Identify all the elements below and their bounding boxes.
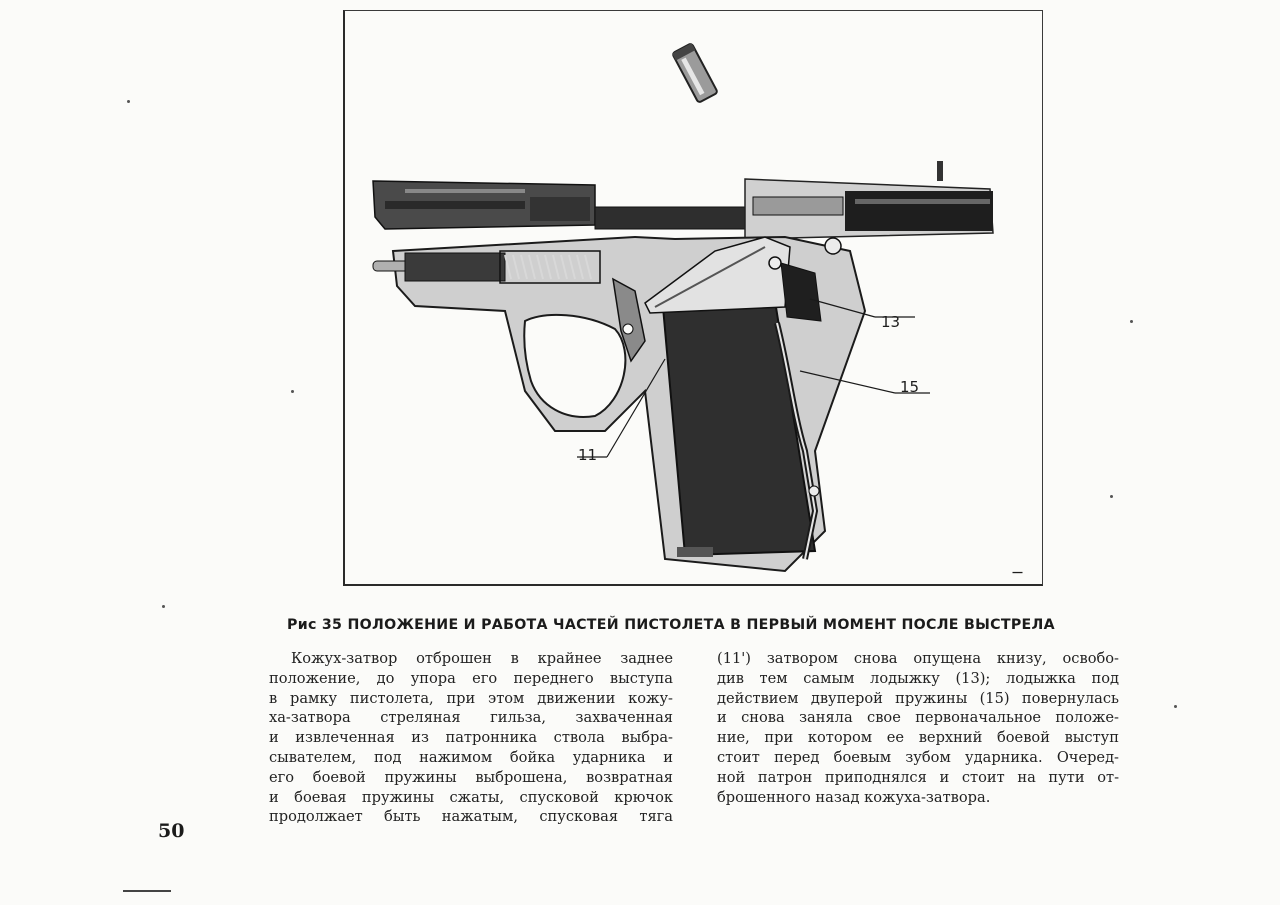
callout-roman-i: I — [1008, 570, 1024, 575]
body-line: продолжает быть нажатым, спусковая тяга — [269, 808, 673, 826]
callout-15: 15 — [900, 378, 920, 396]
body-line: в рамку пистолета, при этом движении кожу- — [269, 689, 673, 707]
slide-rear — [373, 181, 595, 229]
body-line: див тем самым лодыжку (13); лодыжка под — [717, 669, 1119, 687]
pistol-cutaway-drawing — [345, 11, 1043, 586]
figure-illustration — [343, 10, 1043, 586]
scan-speck — [1110, 495, 1113, 498]
callout-11: 11 — [578, 446, 598, 464]
callout-13: 13 — [881, 313, 901, 331]
body-column-left — [269, 649, 673, 827]
ejected-case — [672, 43, 718, 103]
body-line: положение, до упора его переднего выступа — [269, 669, 673, 687]
body-line: ние, при котором ее верхний боевой выступ — [717, 729, 1119, 747]
body-line: и снова заняла свое первоначальное положе- — [717, 709, 1119, 727]
body-line: (11') затвором снова опущена книзу, освобо- — [717, 650, 1119, 667]
scan-speck — [127, 100, 130, 103]
body-line: ха-затвора стреляная гильза, захваченная — [269, 709, 673, 727]
page-number: 50 — [158, 820, 185, 842]
body-line: Кожух-затвор отброшен в крайнее заднее — [291, 650, 673, 667]
margin-rule — [123, 890, 171, 892]
body-line: сывателем, под нажимом бойка ударника и — [269, 748, 673, 766]
figure-caption: Рис 35 ПОЛОЖЕНИЕ И РАБОТА ЧАСТЕЙ ПИСТОЛЕТА В ПЕРВЫЙ МОМЕНТ ПОСЛЕ ВЫСТРЕЛА — [287, 617, 1055, 633]
body-line: его боевой пружины выброшена, возвратная — [269, 768, 673, 786]
body-line: брошенного назад кожуха-затвора. — [717, 788, 991, 806]
scan-speck — [162, 605, 165, 608]
body-line: и боевая пружины сжаты, спусковой крючок — [269, 788, 673, 806]
scan-speck — [1130, 320, 1133, 323]
body-line: стоит перед боевым зубом ударника. Очеред- — [717, 748, 1119, 766]
scan-speck — [1174, 705, 1177, 708]
body-line: действием двуперой пружины (15) повернулась — [717, 689, 1119, 707]
body-line: ной патрон приподнялся и стоит на пути от- — [717, 768, 1119, 786]
scan-speck — [291, 390, 294, 393]
body-column-right — [717, 649, 1119, 807]
body-line: и извлеченная из патронника ствола выбра- — [269, 729, 673, 747]
